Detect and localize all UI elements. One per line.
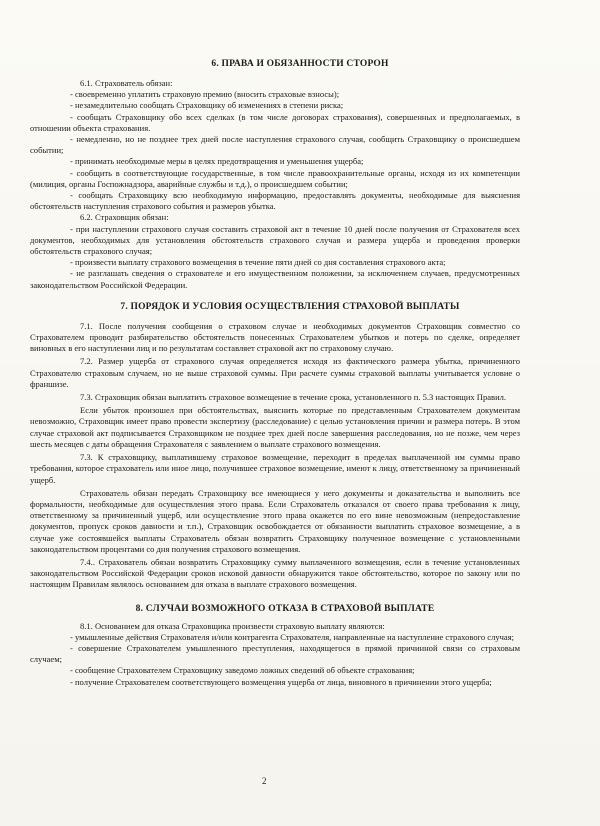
section-6-title: 6. ПРАВА И ОБЯЗАННОСТИ СТОРОН bbox=[211, 59, 389, 69]
list-item: - сообщить в соответствующие государственные, в том числе правоохранительные органы, исходя из их компетенции (милиция, органы Госпожнадзора, аварийные службы и т.д.), о происшедшем событии; bbox=[30, 167, 520, 189]
section-7-title: 7. ПОРЯДОК И УСЛОВИЯ ОСУЩЕСТВЛЕНИЯ СТРАХОВОЙ ВЫПЛАТЫ bbox=[120, 301, 460, 312]
paragraph: Страхователь обязан передать Страховщику все имеющиеся у него документы и доказательства и выполнить все формальности, необходимые для осуществления этого права. Если Страхователь отказался от своего права требования к лицу, ответственному за причиненный ущерб, или осуществление этого права окажется по его вине невозможным (непредоставление документов, пропуск сроков давности и т.п.), Страховщик освобождается от обязанности выплатить страховое возмещение, а в случае уже состоявшейся выплаты Страхователь обязан возвратить Страховщику полученное возмещение с установленными законодательством процентами со дня получения страхового возмещения. bbox=[30, 487, 520, 554]
clause-6-2: 6.2. Страховщик обязан: bbox=[80, 212, 169, 223]
document-body bbox=[30, 58, 520, 688]
list-item: - сообщать Страховщику обо всех сделках (в том числе договорах страхования), совершенных и предполагаемых, в отношении объекта страхования. bbox=[30, 111, 520, 133]
list-item: - умышленные действия Страхователя и/или контрагента Страхователя, направленные на наступление страхового случая; bbox=[70, 631, 515, 642]
list-item: - не разглашать сведения о страхователе и его имущественном положении, за исключением случаев, предусмотренных законодательством Российской Федерации. bbox=[30, 268, 520, 290]
clause-7-3: 7.3. Страховщик обязан выплатить страховое возмещение в течение срока, установленного п. 5.3 настоящих Правил. bbox=[80, 392, 507, 403]
list-item: - своевременно уплатить страховую премию (вносить страховые взносы); bbox=[70, 89, 340, 100]
section-8-title: 8. СЛУЧАИ ВОЗМОЖНОГО ОТКАЗА В СТРАХОВОЙ ВЫПЛАТЕ bbox=[135, 603, 435, 614]
clause-7-4: 7.4.. Страхователь обязан возвратить Страховщику сумму выплаченного возмещения, если в течение установленных законодательством Российской Федерации сроков исковой давности обнаружится такое обстоятельство, которое по закону или по настоящим Правилам являлось основанием для отказа в выплате страхового возмещения. bbox=[30, 556, 520, 590]
paragraph: Если убыток произошел при обстоятельствах, выяснить которые по представленным Страхователем документам невозможно, Страховщик имеет право провести экспертизу (расследование) с целью установления причин и размера потерь. В этом случае страховой акт подписывается Страховщиком не позднее трех дней после завершения расследования, но не позже, чем через шесть месяцев с даты обращения Страхователя с заявлением о выплате страхового возмещения. bbox=[30, 405, 520, 449]
list-item: - произвести выплату страхового возмещения в течение пяти дней со дня составления страхового акта; bbox=[70, 257, 446, 268]
list-item: - сообщать Страховщику всю необходимую информацию, предоставлять документы, необходимые для выяснения обстоятельств наступления страхового события и размеров убытка. bbox=[30, 190, 520, 212]
list-item: - при наступлении страхового случая составить страховой акт в течение 10 дней после получения от Страхователя всех документов, необходимых для установления обстоятельств страхового случая и размера ущерба и проведения проверки обстоятельств страхового случая; bbox=[30, 223, 520, 257]
clause-7-1: 7.1. После получения сообщения о страховом случае и необходимых документов Страховщик совместно со Страхователем проводит разбирательство обстоятельств понесенных Страхователем убытков и потерь по сделке, определяет виновных в его наступлении лиц и по результатам составляет страховой акт по страховому случаю. bbox=[30, 320, 520, 354]
list-item: - немедленно, но не позднее трех дней после наступления страхового случая, сообщить Страховщику о происшедшем событии; bbox=[30, 134, 520, 156]
list-item: - совершение Страхователем умышленного преступления, находящегося в прямой причинной связи со страховым случаем; bbox=[30, 642, 520, 665]
page-number: 2 bbox=[262, 776, 267, 786]
list-item: - незамедлительно сообщать Страховщику об изменениях в степени риска; bbox=[70, 100, 344, 111]
clause-6-1: 6.1. Страхователь обязан: bbox=[80, 78, 173, 88]
clause-8-1: 8.1. Основанием для отказа Страховщика произвести страховую выплату являются: bbox=[80, 620, 385, 631]
list-item: - получение Страхователем соответствующего возмещения ущерба от лица, виновного в причинении этого ущерба; bbox=[70, 676, 492, 687]
clause-7-2: 7.2. Размер ущерба от страхового случая определяется исходя из фактического размера убытка, причиненного Страхователю страховым случаем, но не выше страховой суммы. При расчете суммы страховой выплаты учитывается условие о франшизе. bbox=[30, 356, 520, 389]
list-item: - сообщение Страхователем Страховщику заведомо ложных сведений об объекте страхования; bbox=[70, 665, 415, 676]
list-item: - принимать необходимые меры в целях предотвращения и уменьшения ущерба; bbox=[70, 156, 364, 167]
clause-7-3-b: 7.3. К страховщику, выплатившему страховое возмещение, переходит в пределах выплаченной им суммы право требования, которое страхователь или иное лицо, получившее страховое возмещение, имеют к лицу, ответственному за причиненный ущерб. bbox=[30, 452, 520, 485]
